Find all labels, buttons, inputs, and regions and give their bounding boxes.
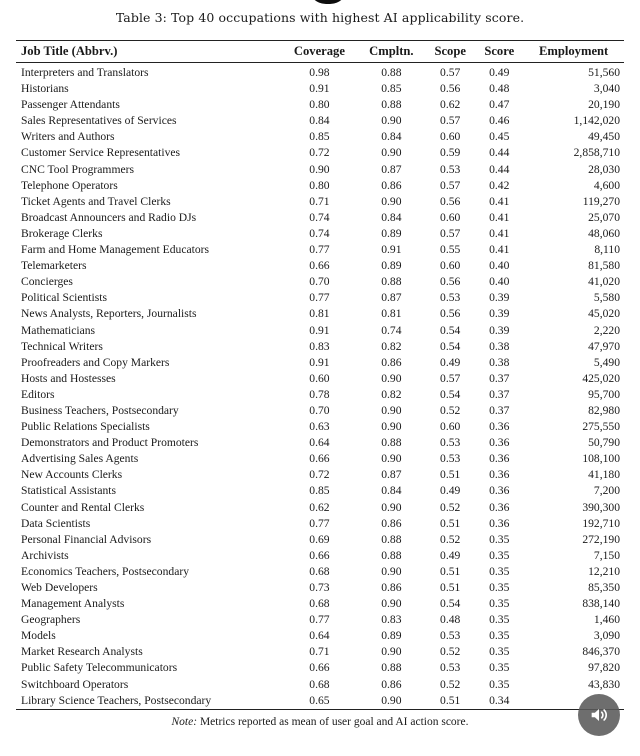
cell-employment: 45,020 xyxy=(588,307,620,321)
cell-completion: 0.90 xyxy=(381,597,402,611)
cell-scope: 0.49 xyxy=(440,548,461,562)
table-row xyxy=(16,403,624,419)
cell-score: 0.35 xyxy=(489,581,510,594)
cell-job-title: Demonstrators and Product Promoters xyxy=(21,436,199,450)
cell-employment: 1,460 xyxy=(593,613,620,627)
cell-score: 0.45 xyxy=(489,130,510,144)
cell-job-title: Farm and Home Management Educators xyxy=(21,243,210,257)
cell-scope: 0.62 xyxy=(440,98,461,112)
cell-scope: 0.57 xyxy=(440,178,461,192)
table-row xyxy=(16,677,624,693)
table-row xyxy=(16,194,624,210)
cell-scope: 0.48 xyxy=(440,613,461,627)
cell-coverage: 0.85 xyxy=(309,484,330,498)
cell-employment: 425,020 xyxy=(582,371,620,385)
cell-job-title: Historians xyxy=(21,82,69,96)
cell-job-title: Writers and Authors xyxy=(21,130,115,144)
table-row xyxy=(16,210,624,226)
cell-employment: 5,490 xyxy=(593,355,620,369)
cell-score: 0.35 xyxy=(489,564,510,578)
cell-scope: 0.52 xyxy=(440,403,461,417)
cell-employment: 1,142,020 xyxy=(573,114,620,128)
cell-job-title: New Accounts Clerks xyxy=(21,468,123,482)
cell-score: 0.36 xyxy=(489,468,510,482)
cell-score: 0.36 xyxy=(489,436,510,450)
cell-scope: 0.60 xyxy=(440,130,461,144)
cell-coverage: 0.84 xyxy=(309,114,330,128)
cell-scope: 0.51 xyxy=(440,516,461,530)
cell-job-title: Archivists xyxy=(21,548,69,562)
table-row xyxy=(16,483,624,499)
cell-job-title: Brokerage Clerks xyxy=(21,226,103,240)
cell-scope: 0.54 xyxy=(440,323,461,337)
cell-coverage: 0.64 xyxy=(309,629,330,643)
cell-coverage: 0.66 xyxy=(309,259,330,273)
cell-coverage: 0.81 xyxy=(309,307,330,321)
cell-job-title: Telephone Operators xyxy=(21,178,118,192)
cell-job-title: Statistical Assistants xyxy=(21,484,117,498)
cell-job-title: CNC Tool Programmers xyxy=(21,162,134,176)
cell-completion: 0.90 xyxy=(381,403,402,417)
cell-employment: 50,790 xyxy=(588,436,620,450)
cell-completion: 0.86 xyxy=(381,516,402,530)
cell-score: 0.36 xyxy=(489,452,510,466)
cell-score: 0.38 xyxy=(489,339,510,353)
cell-coverage: 0.83 xyxy=(309,339,330,353)
cell-score: 0.41 xyxy=(489,194,510,208)
cell-job-title: Library Science Teachers, Postsecondary xyxy=(16,693,281,710)
cell-score: 0.35 xyxy=(489,597,510,611)
table-row xyxy=(16,339,624,355)
cell-job-title: Mathematicians xyxy=(21,323,96,337)
cell-scope: 0.54 xyxy=(440,387,461,401)
cell-job-title: Personal Financial Advisors xyxy=(21,532,152,546)
cell-employment: 2,858,710 xyxy=(573,146,620,160)
cell-employment: 4,600 xyxy=(593,178,620,192)
cell-completion: 0.90 xyxy=(381,645,402,659)
table-row xyxy=(16,435,624,451)
cell-completion: 0.90 xyxy=(381,420,402,434)
cell-employment: 49,450 xyxy=(588,130,620,144)
cell-completion: 0.90 xyxy=(381,500,402,514)
cell-job-title: Public Safety Telecommunicators xyxy=(21,661,178,675)
cell-coverage: 0.68 xyxy=(309,677,330,691)
cell-completion: 0.89 xyxy=(381,629,402,643)
cell-employment: 5,580 xyxy=(593,291,620,305)
cell-coverage: 0.68 xyxy=(309,564,330,578)
cell-completion: 0.88 xyxy=(381,661,402,675)
cell-score: 0.36 xyxy=(489,420,510,434)
cell-employment: 7,150 xyxy=(593,548,620,562)
cell-scope: 0.57 xyxy=(440,371,461,385)
cell-completion: 0.82 xyxy=(381,339,402,353)
cell-coverage: 0.85 xyxy=(309,130,330,144)
cell-score: 0.46 xyxy=(489,114,510,128)
occupation-table xyxy=(16,40,624,710)
cell-employment: 2,220 xyxy=(593,323,620,337)
cell-employment: 390,300 xyxy=(582,500,620,514)
table-row xyxy=(16,500,624,516)
cell-scope: 0.53 xyxy=(440,291,461,305)
cell-coverage: 0.72 xyxy=(309,468,330,482)
cell-scope: 0.56 xyxy=(440,275,461,289)
cell-completion: 0.86 xyxy=(381,178,402,192)
table-row xyxy=(16,323,624,339)
cell-completion: 0.90 xyxy=(381,194,402,208)
cell-completion: 0.82 xyxy=(381,387,402,401)
cell-scope: 0.49 xyxy=(440,355,461,369)
cell-scope: 0.53 xyxy=(440,629,461,643)
table-row xyxy=(16,564,624,580)
table-row xyxy=(16,129,624,145)
cell-coverage: 0.91 xyxy=(309,323,330,337)
cell-job-title: Public Relations Specialists xyxy=(21,420,150,434)
cell-scope: 0.57 xyxy=(440,114,461,128)
cell-coverage: 0.70 xyxy=(309,275,330,289)
cell-score: 0.35 xyxy=(489,661,510,675)
cell-completion: 0.90 xyxy=(381,114,402,128)
cell-scope: 0.59 xyxy=(440,146,461,160)
cell-coverage: 0.90 xyxy=(309,162,330,176)
cell-completion: 0.84 xyxy=(381,484,402,498)
cell-completion: 0.84 xyxy=(381,130,402,144)
cell-job-title: Technical Writers xyxy=(21,339,103,353)
cell-score: 0.34 xyxy=(475,693,523,710)
cell-job-title: Data Scientists xyxy=(21,516,91,530)
cell-employment: 47,970 xyxy=(588,339,620,353)
cell-completion: 0.87 xyxy=(381,468,402,482)
cell-coverage: 0.63 xyxy=(309,420,330,434)
cell-employment: 7,200 xyxy=(593,484,620,498)
header-coverage: Coverage xyxy=(281,41,357,63)
cell-employment: 3,040 xyxy=(593,82,620,96)
cell-scope: 0.57 xyxy=(440,226,461,240)
cell-score: 0.36 xyxy=(489,484,510,498)
table-row xyxy=(16,693,624,710)
cell-score: 0.38 xyxy=(489,355,510,369)
cell-coverage: 0.68 xyxy=(309,597,330,611)
table-row xyxy=(16,274,624,290)
cell-job-title: Business Teachers, Postsecondary xyxy=(21,403,179,417)
header-row xyxy=(16,41,624,63)
cell-score: 0.35 xyxy=(489,532,510,546)
note-label: Note: xyxy=(171,716,198,728)
cell-employment: 51,560 xyxy=(588,66,620,79)
cell-employment: 275,550 xyxy=(582,420,620,434)
cell-employment: 272,190 xyxy=(582,532,620,546)
cell-scope: 0.54 xyxy=(440,339,461,353)
cell-employment: 97,820 xyxy=(588,661,620,675)
cell-completion: 0.90 xyxy=(358,693,426,710)
cell-job-title: Sales Representatives of Services xyxy=(21,114,177,128)
table-row xyxy=(16,306,624,322)
cell-employment: 12,210 xyxy=(588,564,620,578)
cell-job-title: Proofreaders and Copy Markers xyxy=(21,355,170,369)
cell-score: 0.35 xyxy=(489,629,510,643)
cell-scope: 0.60 xyxy=(440,259,461,273)
cell-score: 0.39 xyxy=(489,291,510,305)
table-row xyxy=(16,145,624,161)
cell-scope: 0.51 xyxy=(425,693,475,710)
cell-score: 0.49 xyxy=(489,66,510,79)
cell-score: 0.42 xyxy=(489,178,510,192)
cell-employment: 48,060 xyxy=(588,226,620,240)
cell-scope: 0.56 xyxy=(440,307,461,321)
cell-employment: 41,020 xyxy=(588,275,620,289)
cell-coverage: 0.70 xyxy=(309,403,330,417)
cell-scope: 0.52 xyxy=(440,500,461,514)
table-row xyxy=(16,419,624,435)
cell-employment: 43,830 xyxy=(588,677,620,691)
cell-coverage: 0.80 xyxy=(309,178,330,192)
cell-scope: 0.51 xyxy=(440,581,461,594)
cell-scope: 0.52 xyxy=(440,532,461,546)
cell-job-title: Telemarketers xyxy=(21,259,87,273)
header-scope: Scope xyxy=(425,41,475,63)
cell-job-title: Hosts and Hostesses xyxy=(21,371,116,385)
cell-coverage: 0.62 xyxy=(309,500,330,514)
cell-coverage: 0.91 xyxy=(309,82,330,96)
cell-scope: 0.56 xyxy=(440,194,461,208)
table-row xyxy=(16,290,624,306)
cell-scope: 0.60 xyxy=(440,210,461,224)
cell-job-title: Passenger Attendants xyxy=(21,98,120,112)
cell-score: 0.35 xyxy=(489,548,510,562)
table-row xyxy=(16,63,624,82)
cell-employment: 108,100 xyxy=(582,452,620,466)
header-score: Score xyxy=(475,41,523,63)
cell-job-title: Editors xyxy=(21,387,55,401)
cell-completion: 0.88 xyxy=(381,548,402,562)
table-row xyxy=(16,628,624,644)
cell-coverage: 0.71 xyxy=(309,645,330,659)
cell-score: 0.41 xyxy=(489,210,510,224)
cell-coverage: 0.69 xyxy=(309,532,330,546)
header-job-title: Job Title (Abbrv.) xyxy=(16,41,281,63)
table-note xyxy=(0,716,640,728)
cell-job-title: Concierges xyxy=(21,275,73,289)
occupation-table-wrapper xyxy=(16,40,624,710)
audio-button[interactable] xyxy=(578,694,620,736)
cell-scope: 0.57 xyxy=(440,66,461,79)
cell-job-title: Political Scientists xyxy=(21,291,107,305)
table-row xyxy=(16,371,624,387)
cell-score: 0.36 xyxy=(489,500,510,514)
cell-employment: 25,070 xyxy=(588,210,620,224)
cell-coverage: 0.73 xyxy=(309,581,330,594)
table-row xyxy=(16,355,624,371)
cell-score: 0.39 xyxy=(489,323,510,337)
cell-coverage: 0.80 xyxy=(309,98,330,112)
cell-score: 0.37 xyxy=(489,387,510,401)
cell-employment: 3,090 xyxy=(593,629,620,643)
cell-employment: 8,110 xyxy=(594,243,620,257)
cell-job-title: Models xyxy=(21,629,56,643)
cell-score: 0.41 xyxy=(489,226,510,240)
cell-score: 0.40 xyxy=(489,259,510,273)
cell-score: 0.35 xyxy=(489,677,510,691)
cell-employment: 28,030 xyxy=(588,162,620,176)
cell-scope: 0.52 xyxy=(440,645,461,659)
cell-coverage: 0.66 xyxy=(309,548,330,562)
cell-completion: 0.86 xyxy=(381,581,402,594)
cell-coverage: 0.77 xyxy=(309,613,330,627)
cell-coverage: 0.77 xyxy=(309,291,330,305)
table-row xyxy=(16,387,624,403)
header-employment: Employment xyxy=(523,41,624,63)
cell-job-title: Switchboard Operators xyxy=(21,677,129,691)
table-row xyxy=(16,467,624,483)
cell-scope: 0.56 xyxy=(440,82,461,96)
cell-employment: 192,710 xyxy=(582,516,620,530)
cell-completion: 0.83 xyxy=(381,613,402,627)
cell-scope: 0.49 xyxy=(440,484,461,498)
table-row xyxy=(16,516,624,532)
cell-completion: 0.88 xyxy=(381,275,402,289)
cell-completion: 0.87 xyxy=(381,291,402,305)
cell-completion: 0.88 xyxy=(381,66,402,79)
table-row xyxy=(16,242,624,258)
cell-coverage: 0.98 xyxy=(309,66,330,79)
cell-coverage: 0.66 xyxy=(309,661,330,675)
cell-score: 0.44 xyxy=(489,162,510,176)
cell-completion: 0.81 xyxy=(381,307,402,321)
cell-scope: 0.53 xyxy=(440,436,461,450)
cell-completion: 0.74 xyxy=(381,323,402,337)
table-caption: Table 3: Top 40 occupations with highest AI applicability score. xyxy=(115,10,525,25)
cell-score: 0.41 xyxy=(489,243,510,257)
cell-job-title: Geographers xyxy=(21,613,81,627)
table-row xyxy=(16,644,624,660)
top-overlay-shape xyxy=(308,0,348,4)
cell-completion: 0.91 xyxy=(381,243,402,257)
cell-job-title: Counter and Rental Clerks xyxy=(21,500,145,514)
cell-employment: 846,370 xyxy=(582,645,620,659)
cell-job-title: Economics Teachers, Postsecondary xyxy=(21,564,190,578)
cell-scope: 0.60 xyxy=(440,420,461,434)
cell-coverage: 0.60 xyxy=(309,371,330,385)
table-row xyxy=(16,162,624,178)
cell-employment: 81,580 xyxy=(588,259,620,273)
cell-scope: 0.53 xyxy=(440,452,461,466)
cell-coverage: 0.65 xyxy=(281,693,357,710)
cell-completion: 0.86 xyxy=(381,677,402,691)
cell-scope: 0.53 xyxy=(440,162,461,176)
table-row xyxy=(16,451,624,467)
cell-job-title: Advertising Sales Agents xyxy=(21,452,139,466)
cell-employment: 41,180 xyxy=(588,468,620,482)
table-row xyxy=(16,113,624,129)
cell-score: 0.35 xyxy=(489,645,510,659)
cell-completion: 0.85 xyxy=(381,82,402,96)
table-row xyxy=(16,612,624,628)
cell-score: 0.47 xyxy=(489,98,510,112)
table-row xyxy=(16,532,624,548)
cell-score: 0.37 xyxy=(489,403,510,417)
cell-job-title: Customer Service Representatives xyxy=(21,146,181,160)
cell-employment: 20,190 xyxy=(588,98,620,112)
cell-completion: 0.88 xyxy=(381,532,402,546)
header-completion: Cmpltn. xyxy=(358,41,426,63)
cell-score: 0.36 xyxy=(489,516,510,530)
cell-employment: 85,350 xyxy=(588,581,620,594)
cell-completion: 0.88 xyxy=(381,436,402,450)
table-row xyxy=(16,596,624,612)
cell-completion: 0.87 xyxy=(381,162,402,176)
cell-score: 0.44 xyxy=(489,146,510,160)
cell-job-title: Market Research Analysts xyxy=(21,645,143,659)
cell-employment: 95,700 xyxy=(588,387,620,401)
cell-scope: 0.51 xyxy=(440,468,461,482)
cell-scope: 0.54 xyxy=(440,597,461,611)
cell-score: 0.35 xyxy=(489,613,510,627)
cell-job-title: Broadcast Announcers and Radio DJs xyxy=(21,210,197,224)
cell-coverage: 0.74 xyxy=(309,210,330,224)
cell-job-title: Interpreters and Translators xyxy=(21,66,149,79)
cell-completion: 0.90 xyxy=(381,452,402,466)
cell-coverage: 0.64 xyxy=(309,436,330,450)
cell-coverage: 0.71 xyxy=(309,194,330,208)
cell-score: 0.39 xyxy=(489,307,510,321)
cell-job-title: Management Analysts xyxy=(21,597,125,611)
table-row xyxy=(16,226,624,242)
cell-scope: 0.53 xyxy=(440,661,461,675)
table-row xyxy=(16,258,624,274)
note-text: Metrics reported as mean of user goal and AI action score. xyxy=(197,716,469,728)
cell-coverage: 0.77 xyxy=(309,243,330,257)
cell-scope: 0.51 xyxy=(440,564,461,578)
cell-completion: 0.89 xyxy=(381,226,402,240)
cell-completion: 0.90 xyxy=(381,564,402,578)
cell-completion: 0.90 xyxy=(381,371,402,385)
cell-completion: 0.86 xyxy=(381,355,402,369)
cell-coverage: 0.91 xyxy=(309,355,330,369)
cell-scope: 0.52 xyxy=(440,677,461,691)
cell-score: 0.37 xyxy=(489,371,510,385)
cell-coverage: 0.66 xyxy=(309,452,330,466)
table-header xyxy=(16,41,624,63)
cell-completion: 0.84 xyxy=(381,210,402,224)
cell-score: 0.48 xyxy=(489,82,510,96)
cell-coverage: 0.74 xyxy=(309,226,330,240)
cell-completion: 0.88 xyxy=(381,98,402,112)
cell-job-title: Ticket Agents and Travel Clerks xyxy=(21,194,171,208)
cell-scope: 0.55 xyxy=(440,243,461,257)
cell-coverage: 0.78 xyxy=(309,387,330,401)
table-row xyxy=(16,548,624,564)
cell-employment: 838,140 xyxy=(582,597,620,611)
cell-completion: 0.90 xyxy=(381,146,402,160)
speaker-icon xyxy=(588,704,610,726)
cell-score: 0.40 xyxy=(489,275,510,289)
table-row xyxy=(16,178,624,194)
cell-completion: 0.89 xyxy=(381,259,402,273)
cell-coverage: 0.72 xyxy=(309,146,330,160)
cell-job-title: News Analysts, Reporters, Journalists xyxy=(21,307,197,321)
table-row xyxy=(16,660,624,676)
cell-coverage: 0.77 xyxy=(309,516,330,530)
table-row xyxy=(16,580,624,596)
table-body xyxy=(16,63,624,710)
cell-employment: 119,270 xyxy=(582,194,620,208)
table-row xyxy=(16,81,624,97)
table-row xyxy=(16,97,624,113)
cell-job-title: Web Developers xyxy=(21,581,98,594)
cell-employment: 82,980 xyxy=(588,403,620,417)
